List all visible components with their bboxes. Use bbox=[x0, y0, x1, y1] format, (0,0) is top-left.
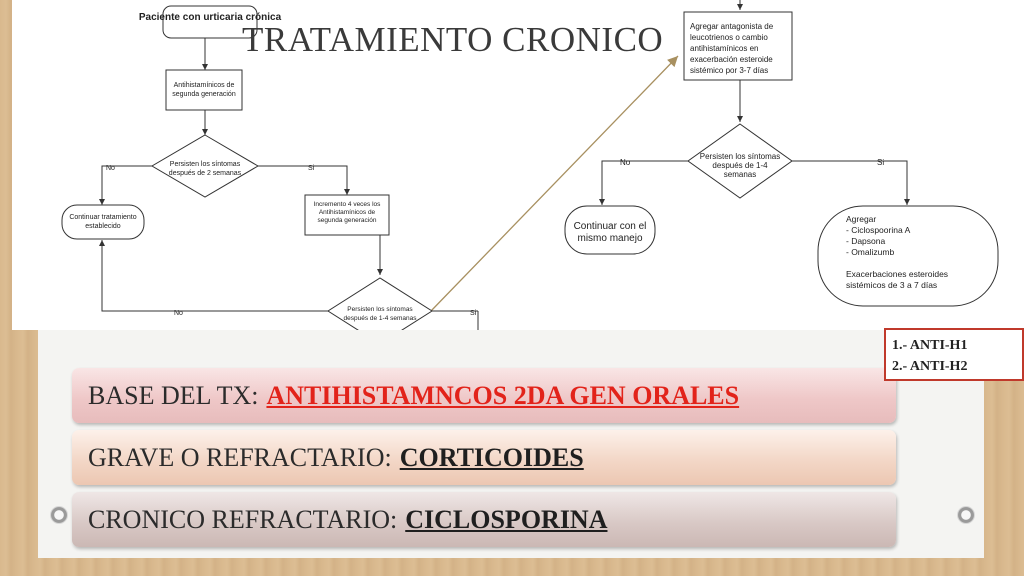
decision3-line: Persisten los síntomas bbox=[699, 152, 781, 161]
continue2-text bbox=[574, 221, 647, 244]
band2-value: CORTICOIDES bbox=[399, 442, 584, 472]
decision2-yes-label: Si bbox=[470, 310, 477, 317]
final-line: - Omalizumb bbox=[846, 247, 895, 257]
decision3-no-label: No bbox=[620, 158, 631, 167]
step3-line: sistémico por 3-7 días bbox=[690, 66, 769, 75]
start-node-text: Paciente con urticaria crónica bbox=[138, 12, 282, 23]
decision2-line: Persisten los síntomas bbox=[347, 306, 413, 313]
step2-line: Antihistamínicos de bbox=[318, 209, 376, 216]
final-line: sistémicos de 3 a 7 días bbox=[846, 280, 938, 290]
decision3-line: después de 1-4 bbox=[712, 161, 768, 170]
decision2-line: después de 1-4 semanas bbox=[343, 315, 417, 322]
decision2-no-label: No bbox=[174, 310, 183, 317]
decision1-line: Persisten los síntomas bbox=[169, 161, 241, 168]
pushpin-left-icon bbox=[50, 506, 68, 524]
continue1-line: establecido bbox=[85, 223, 121, 230]
band1-label: BASE DEL TX: bbox=[88, 380, 259, 410]
band3-label: CRONICO REFRACTARIO: bbox=[88, 504, 398, 534]
step2-line: Incremento 4 veces los bbox=[313, 201, 381, 208]
step1-line: segunda generación bbox=[172, 91, 236, 98]
decision3-yes-label: Si bbox=[877, 158, 885, 167]
decision3-line: semanas bbox=[723, 170, 757, 179]
step3-line: leucotrienos o cambio bbox=[690, 33, 768, 42]
final-node bbox=[818, 206, 998, 306]
final-line: - Ciclospoorina A bbox=[846, 225, 911, 235]
decision1-no-label: No bbox=[106, 165, 115, 172]
step3-line: exacerbación esteroide bbox=[690, 55, 773, 64]
step2-text bbox=[314, 201, 382, 224]
band2-label: GRAVE O REFRACTARIO: bbox=[88, 442, 392, 472]
note-line-1: 1.- ANTI-H1 bbox=[892, 338, 968, 353]
band3-value: CICLOSPORINA bbox=[405, 504, 608, 534]
final-line: - Dapsona bbox=[846, 236, 886, 246]
band1-value: ANTIHISTAMNCOS 2DA GEN ORALES bbox=[266, 380, 740, 410]
continue2-line: mismo manejo bbox=[577, 233, 643, 244]
step3-line: antihistamínicos en bbox=[690, 44, 759, 53]
decision1-line: después de 2 semanas bbox=[168, 170, 242, 177]
band-severe-refractory bbox=[72, 430, 896, 485]
step1-line: Antihistamínicos de bbox=[173, 82, 235, 89]
step3-line: Agregar antagonista de bbox=[690, 22, 774, 31]
note-box bbox=[884, 328, 1024, 381]
final-line: Agregar bbox=[846, 214, 877, 224]
final-line: Exacerbaciones esteroides bbox=[846, 269, 949, 279]
step1-box bbox=[166, 70, 242, 110]
continue1-line: Continuar tratamiento bbox=[69, 214, 137, 221]
band-chronic-refractory bbox=[72, 492, 896, 547]
continue1-node bbox=[62, 205, 144, 239]
band-base-treatment bbox=[72, 368, 896, 423]
step2-line: segunda generación bbox=[317, 217, 377, 224]
continue2-line: Continuar con el bbox=[573, 221, 647, 232]
decision1-yes-label: Si bbox=[308, 165, 315, 172]
pushpin-right-icon bbox=[957, 506, 975, 524]
note-line-2: 2.- ANTI-H2 bbox=[892, 359, 968, 374]
slide-title: TRATAMIENTO CRONICO bbox=[242, 20, 664, 59]
